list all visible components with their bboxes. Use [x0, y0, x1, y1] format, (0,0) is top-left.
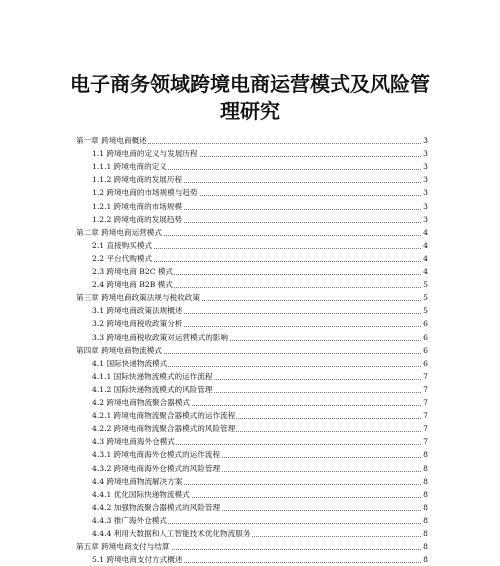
toc-page-number: 6: [423, 319, 428, 329]
toc-section-entry[interactable]: [0, 449, 500, 461]
toc-entry-label: 1.2.1 跨境电商的市场规模: [92, 201, 183, 211]
toc-page-number: 8: [423, 515, 428, 525]
toc-entry-label: 4.4 跨境电商物流解决方案: [92, 476, 183, 486]
toc-page-number: 8: [423, 463, 428, 473]
toc-entry-label: 4.1 国际快递物流模式: [92, 358, 168, 368]
toc-page-number: 8: [423, 450, 428, 460]
toc-section-entry[interactable]: [0, 384, 500, 396]
toc-section-entry[interactable]: [0, 318, 500, 330]
toc-chapter-entry[interactable]: [0, 292, 500, 304]
toc-page-number: 3: [423, 136, 428, 145]
toc-section-entry[interactable]: [0, 371, 500, 383]
toc-section-entry[interactable]: [0, 201, 500, 213]
toc-entry-label: 4.1.2 国际快递物流模式的风险管理: [92, 384, 213, 394]
toc-page-number: 7: [423, 411, 428, 421]
toc-entry-label: 3.3 跨境电商税收政策对运营模式的影响: [92, 332, 228, 342]
toc-page-number: 4: [423, 267, 428, 276]
toc-section-entry[interactable]: [0, 253, 500, 265]
toc-entry-label: 1.1.2 跨境电商的发展历程: [92, 175, 183, 185]
toc-page-number: 3: [423, 188, 428, 198]
toc-page-number: 4: [423, 253, 428, 263]
toc-section-entry[interactable]: [0, 266, 500, 278]
toc-page-number: 8: [423, 529, 428, 538]
toc-page-number: 7: [423, 424, 428, 434]
toc-chapter-entry[interactable]: [0, 345, 500, 357]
toc-entry-label: 4.3 跨境电商海外仓模式: [92, 437, 175, 447]
toc-entry-label: 2.2 平台代购模式: [92, 253, 153, 263]
toc-section-entry[interactable]: [0, 489, 500, 501]
toc-page-number: 4: [423, 227, 428, 237]
toc-entry-label: 第五章 跨境电商支付与结算: [76, 542, 170, 552]
toc-chapter-entry[interactable]: [0, 135, 500, 147]
toc-section-entry[interactable]: [0, 515, 500, 527]
toc-entry-label: 2.4 跨境电商 B2B 模式: [92, 280, 173, 290]
toc-page-number: 6: [423, 332, 428, 342]
toc-entry-label: 4.2.2 跨境电商物流聚合器模式的风险管理: [92, 424, 236, 434]
toc-entry-label: 第三章 跨境电商政策法规与税收政策: [76, 293, 200, 303]
toc-entry-label: 3.1 跨境电商政策法规概述: [92, 306, 183, 316]
toc-page-number: 3: [423, 201, 428, 211]
toc-section-entry[interactable]: [0, 463, 500, 475]
toc-page-number: 7: [423, 437, 428, 447]
toc-page-number: 5: [423, 293, 428, 303]
toc-entry-label: 4.4.3 推广海外仓模式: [92, 515, 167, 525]
toc-entry-label: 1.1.1 跨境电商的定义: [92, 162, 167, 172]
toc-entry-label: 1.2 跨境电商的市场规模与趋势: [92, 188, 198, 198]
toc-entry-label: 4.2 跨境电商物流聚合器模式: [92, 398, 191, 407]
toc-entry-label: 2.3 跨境电商 B2C 模式: [92, 267, 174, 276]
title-line-2: 理研究: [220, 99, 280, 123]
title-line-1: 电子商务领域跨境电商运营模式及风险管: [70, 72, 430, 96]
toc-section-entry[interactable]: [0, 240, 500, 252]
toc-page-number: 3: [423, 149, 428, 159]
toc-entry-label: 4.1.1 国际快递物流模式的运作流程: [92, 371, 213, 381]
toc-entry-label: 1.1 跨境电商的定义与发展历程: [92, 149, 198, 159]
toc-chapter-entry[interactable]: [0, 227, 500, 239]
toc-entry-label: 第二章 跨境电商运营模式: [76, 227, 162, 237]
toc-page-number: 5: [423, 280, 428, 290]
toc-page-number: 3: [423, 162, 428, 172]
toc-entry-label: 1.2.2 跨境电商的发展趋势: [92, 214, 183, 224]
toc-page-number: 8: [423, 542, 428, 552]
toc-section-entry[interactable]: [0, 305, 500, 317]
toc-section-entry[interactable]: [0, 410, 500, 422]
toc-section-entry[interactable]: [0, 279, 500, 291]
toc-page-number: 4: [423, 240, 428, 250]
toc-page-number: 6: [423, 345, 428, 355]
toc-entry-label: 2.1 直接购买模式: [92, 240, 153, 250]
toc-entry-label: 第一章 跨境电商概述: [76, 136, 147, 145]
toc-section-entry[interactable]: [0, 528, 500, 540]
toc-page-number: 7: [423, 371, 428, 381]
toc-page-number: 7: [423, 384, 428, 394]
toc-section-entry[interactable]: [0, 397, 500, 409]
toc-entry-label: 4.2.1 跨境电商物流聚合器模式的运作流程: [92, 411, 236, 421]
toc-entry-label: 4.4.2 加强物流聚合器模式的风险管理: [92, 502, 221, 512]
toc-section-entry[interactable]: [0, 436, 500, 448]
toc-section-entry[interactable]: [0, 476, 500, 488]
toc-section-entry[interactable]: [0, 174, 500, 186]
toc-section-entry[interactable]: [0, 502, 500, 514]
toc-page-number: 6: [423, 358, 428, 368]
toc-section-entry[interactable]: [0, 214, 500, 226]
toc-section-entry[interactable]: [0, 554, 500, 566]
toc-page-number: 7: [423, 398, 428, 407]
toc-chapter-entry[interactable]: [0, 541, 500, 553]
toc-section-entry[interactable]: [0, 187, 500, 199]
toc-section-entry[interactable]: [0, 332, 500, 344]
toc-section-entry[interactable]: [0, 423, 500, 435]
toc-page-number: 3: [423, 214, 428, 224]
toc-entry-label: 第四章 跨境电商物流模式: [76, 345, 162, 355]
toc-page-number: 8: [423, 502, 428, 512]
toc-section-entry[interactable]: [0, 161, 500, 173]
toc-section-entry[interactable]: [0, 358, 500, 370]
toc-page-number: 5: [423, 306, 428, 316]
toc-entry-label: 4.3.1 跨境电商海外仓模式的运作流程: [92, 450, 221, 460]
toc-section-entry[interactable]: [0, 148, 500, 160]
toc-page-number: 8: [423, 476, 428, 486]
toc-entry-label: 4.4.1 优化国际快递物流模式: [92, 489, 190, 499]
toc-page-number: 3: [423, 175, 428, 185]
toc-page-number: 8: [423, 489, 428, 499]
toc-entry-label: 5.1 跨境电商支付方式概述: [92, 555, 183, 565]
toc-entry-label: 4.4.4 利用大数据和人工智能技术优化物流服务: [92, 529, 251, 538]
toc-page-number: 8: [423, 555, 428, 565]
toc-entry-label: 4.3.2 跨境电商海外仓模式的风险管理: [92, 463, 221, 473]
toc-entry-label: 3.2 跨境电商税收政策分析: [92, 319, 183, 329]
